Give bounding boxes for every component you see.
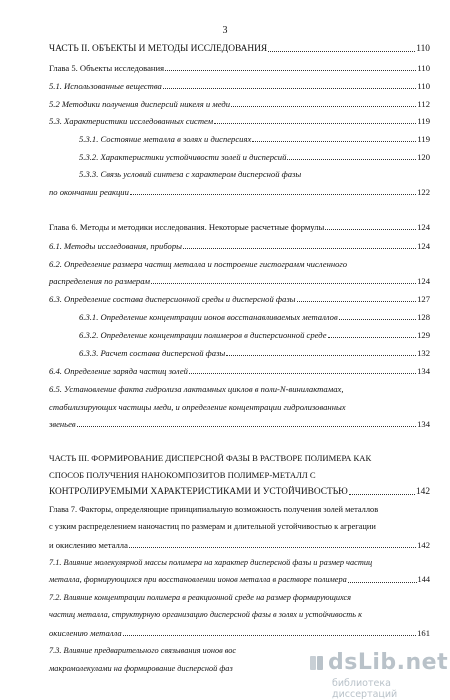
toc-entry-title[interactable]: 7.2. Влияние концентрации полимера в реакционной среде на размер формирующихся xyxy=(49,593,352,602)
toc-entry-title: 6.4. Определение заряда частиц золей xyxy=(49,366,188,376)
toc-entry-page: 112 xyxy=(417,99,430,109)
toc-entry-page: 127 xyxy=(417,294,430,304)
toc-entry-page: 134 xyxy=(417,419,430,429)
toc-entry-page: 122 xyxy=(417,187,430,197)
book-logo-icon xyxy=(308,654,326,672)
toc-entry-page: 124 xyxy=(417,241,430,251)
toc-entry-page: 132 xyxy=(417,348,430,358)
watermark-logo: dsLib.net xyxy=(328,650,449,675)
toc-entry-page: 124 xyxy=(417,276,430,286)
toc-entry-page: 110 xyxy=(416,44,430,54)
toc-entry-page: 124 xyxy=(417,222,430,232)
toc-entry-title[interactable]: 5.3.3. Связь условий синтеза с характером дисперсной фазы xyxy=(79,169,302,179)
toc-entry-page: 134 xyxy=(417,366,430,376)
toc-entry-title[interactable]: 7.3. Влияние предварительного связывания ионов вос xyxy=(49,646,237,655)
toc-entry-title[interactable]: стабилизирующих частицы меди, и определение концентрации гидролизованных xyxy=(49,402,346,412)
toc-entry-title[interactable]: 6.5. Установление факта гидролиза лактамных циклов в поли-N-винилактамах, xyxy=(49,384,344,394)
toc-entry-page: 119 xyxy=(417,116,430,126)
toc-entry-title: Глава 5. Объекты исследования xyxy=(49,63,165,73)
toc-entry-title: КОНТРОЛИРУЕМЫМИ ХАРАКТЕРИСТИКАМИ И УСТОЙЧИВОСТЬЮ xyxy=(49,487,348,497)
toc-entry-page: 110 xyxy=(417,81,430,91)
toc-entry-title[interactable]: 6.2. Определение размера частиц металла и построение гистограмм численного xyxy=(49,259,348,269)
toc-entry-title: 5.2 Методики получения дисперсий никеля и меди xyxy=(49,99,231,109)
dslib-watermark xyxy=(316,650,449,700)
toc-entry-title: 6.1. Методы исследования, приборы xyxy=(49,241,182,251)
toc-entry-title: ЧАСТЬ II. ОБЪЕКТЫ И МЕТОДЫ ИССЛЕДОВАНИЯ xyxy=(49,44,268,54)
toc-entry-page: 142 xyxy=(417,540,430,550)
toc-entry-page: 161 xyxy=(417,628,430,638)
toc-entry-page: 142 xyxy=(415,487,430,497)
toc-entry-title: окислению металла xyxy=(49,628,122,638)
toc-entry-page: 119 xyxy=(417,134,430,144)
toc-entry-title: 5.3. Характеристики исследованных систем xyxy=(49,116,214,126)
toc-entry-page: 128 xyxy=(417,312,430,322)
page-number: 3 xyxy=(222,25,228,36)
toc-entry-title: по окончании реакции xyxy=(49,187,129,197)
toc-entry-title[interactable]: СПОСОБ ПОЛУЧЕНИЯ НАНОКОМПОЗИТОВ ПОЛИМЕР-МЕТАЛЛ С xyxy=(49,470,316,480)
toc-entry-title: металла, формирующихся при восстановлении ионов металла в растворе полимера xyxy=(49,575,347,584)
watermark-subtitle: библиотека диссертаций xyxy=(332,678,398,700)
toc-entry-page: 120 xyxy=(417,152,430,162)
toc-entry-title: 5.3.2. Характеристики устойчивости золей и дисперсий xyxy=(79,152,287,162)
toc-entry-title: 6.3.1. Определение концентрации ионов восстанавливаемых металлов xyxy=(79,312,338,322)
toc-entry-title[interactable]: ЧАСТЬ III. ФОРМИРОВАНИЕ ДИСПЕРСНОЙ ФАЗЫ В РАСТВОРЕ ПОЛИМЕРА КАК xyxy=(49,453,372,463)
toc-entry-title: Глава 6. Методы и методики исследования. Некоторые расчетные формулы xyxy=(49,222,325,232)
toc-entry-title: 5.3.1. Состояние металла в золях и дисперсиях xyxy=(79,134,252,144)
toc-entry-page: 129 xyxy=(417,330,430,340)
toc-entry-title[interactable]: Глава 7. Факторы, определяющие принципиальную возможность получения золей металлов xyxy=(49,505,379,514)
toc-entry-title[interactable]: 7.1. Влияние молекулярной массы полимера на характер дисперсной фазы и размер частиц xyxy=(49,558,373,567)
toc-entry-title: 6.3. Определение состава дисперсионной среды и дисперсной фазы xyxy=(49,294,296,304)
toc-entry-title: 6.3.3. Расчет состава дисперсной фазы xyxy=(79,348,226,358)
toc-entry-title[interactable]: с узким распределением наночастиц по размерам и длительной устойчивостью к агрегации xyxy=(49,522,376,531)
toc-entry-page: 110 xyxy=(417,63,430,73)
toc-entry-title: 5.1. Использованные вещества xyxy=(49,81,162,91)
toc-entry-page: 144 xyxy=(417,575,430,584)
toc-entry-title: звеньев xyxy=(49,419,76,429)
toc-entry-title: и окислению металла xyxy=(49,540,128,550)
toc-entry-title: распределения по размерам xyxy=(49,276,150,286)
toc-entry-title[interactable]: частиц металла, структурную организацию дисперсной фазы в золях и устойчивость к xyxy=(49,610,362,619)
toc-entry-title: 6.3.2. Определение концентрации полимеров в дисперсионной среде xyxy=(79,330,327,340)
toc-entry-title[interactable]: макромолекулами на формирование дисперсной фаз xyxy=(49,664,233,673)
